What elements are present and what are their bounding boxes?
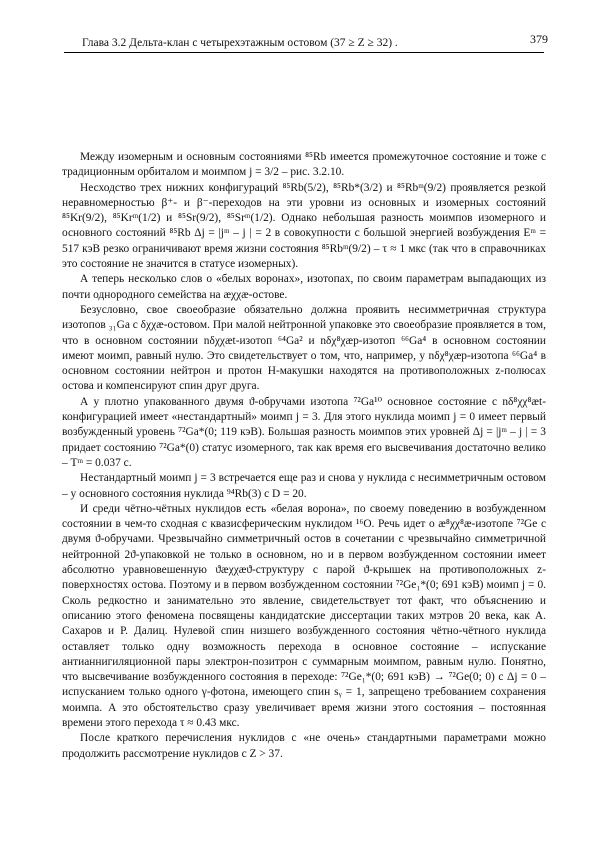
paragraph-8: После краткого перечисления нуклидов с «не очень» стандартными параметрами можно продолжить рассмотрение нуклидов с Z > 37. xyxy=(62,732,546,760)
paragraph-7: И среди чётно-чётных нуклидов есть «белая ворона», по своему поведению в возбужденном состоянии в чем-то сходная с квазисферическим нуклидом ¹⁶O. Речь идет о æ⁸χχ⁸æ-изотопе ⁷²Ge с двумя ϑ-обручами. Чрезвычайно симметричный остов в сочетании с чрезвычайно симметричной нейтронной 2ϑ-упаковкой не только в основном, но и в первом возбужденном состоянии имеет абсолютно уравновешенную ϑæχχæϑ-структуру с парой ϑ-крышек на противоположных z-поверхностях остова. Поэтому и в первом возбужденном состоянии ⁷²Ge₁*(0; 691 кэВ) моимп j = 0. Сколь редкостно и занимательно это явление, свидетельствует тот факт, что объяснению и описанию этого феномена посвящены кандидатские диссертации таких мэтров 20 века, как А. Сахаров и Р. Далиц. Нулевой спин низшего возбужденного состояния чётно-чётного нуклида оставляет только одну возможность перехода в основное состояние – испускание антианнигиляционной пары электрон-позитрон с суммарным моимпом, равным нулю. Понятно, что высвечивание возбужденного состояния в переходе: ⁷²Ge₁*(0; 691 кэВ) → ⁷²Ge(0; 0) с Δj = 0 – испусканием только одного γ-фотона, имеющего спин sᵧ = 1, запрещено требованием сохранения моимпа. А это обстоятельство сразу увеличивает время жизни этого состояния – постоянная времени этого перехода τ ≈ 0.43 мкс. xyxy=(62,502,546,729)
paragraph-1: Между изомерным и основным состояниями ⁸⁵Rb имеется промежуточное состояние и тоже с традиционным орбиталом и моимпом j = 3/2 – рис. 3.2.10. xyxy=(62,151,546,179)
running-header xyxy=(64,32,548,53)
paragraph-4: Безусловно, свое своеобразие обязательно должна проявить несимметричная структура изотопов ₃₁Ga с δχχæ-остовом. При малой нейтронной упаковке это своеобразие проявляется в том, что в основном состоянии nδχχæt-изотоп ⁶⁴Ga² и nδχ⁸χæp-изотоп ⁶⁶Ga⁴ в основном состоянии имеют моимп, равный нулю. Это свидетельствует о том, что, например, у nδχ⁸χæp-изотопа ⁶⁶Ga⁴ в основном состоянии нейтрон и протон Н-макушки находятся на противоположных z-полюсах остова и компенсируют спин друг друга. xyxy=(62,303,546,393)
paragraph-6: Нестандартный моимп j = 3 встречается еще раз и снова у нуклида с несимметричным остовом – у основного состояния нуклида ⁹⁴Rb(3) с D = 20. xyxy=(62,472,546,500)
paragraph-5: А у плотно упакованного двумя ϑ-обручами изотопа ⁷²Ga¹⁰ основное состояние с nδ⁸χχ⁸æt-конфигурацией имеет «нестандартный» моимп j = 3. Для этого нуклида моимп j = 0 имеет первый возбужденный уровень ⁷²Ga*(0; 119 кэВ). Большая разность моимпов этих уровней Δj = |jᵐ – j | = 3 придает состоянию ⁷²Ga*(0) статус изомерного, так как время его высвечивания достаточно велико – Tᵐ = 0.037 с. xyxy=(62,395,546,469)
chapter-title: Глава 3.2 Дельта-клан с четырехэтажным остовом (37 ≥ Z ≥ 32) . xyxy=(82,37,398,49)
paragraph-2: Несходство трех нижних конфигураций ⁸⁵Rb(5/2), ⁸⁵Rb*(3/2) и ⁸⁵Rbᵐ(9/2) проявляется резкой неравномерностью β⁺- и β⁻-переходов на эти уровни из основных и изомерных состояний ⁸⁵Kr(9/2), ⁸⁵Krᵐ(1/2) и ⁸⁵Sr(9/2), ⁸⁵Srᵐ(1/2). Однако небольшая разность моимпов изомерного и основного состояний ⁸⁵Rb Δj = |jᵐ – j | = 2 в совокупности с большой энергией возбуждения Eᵐ = 517 кэВ резко ограничивают время жизни состояния ⁸⁵Rbᵐ(9/2) – τ ≈ 1 мкс (так что в справочниках это состояние не значится в статусе изомерных). xyxy=(62,181,546,271)
paragraph-3: А теперь несколько слов о «белых воронах», изотопах, по своим параметрам выпадающих из почти однородного семейства на æχχæ-остове. xyxy=(62,273,546,301)
page-number: 379 xyxy=(530,32,548,46)
header-period: . xyxy=(394,37,398,49)
body-text xyxy=(62,150,546,762)
